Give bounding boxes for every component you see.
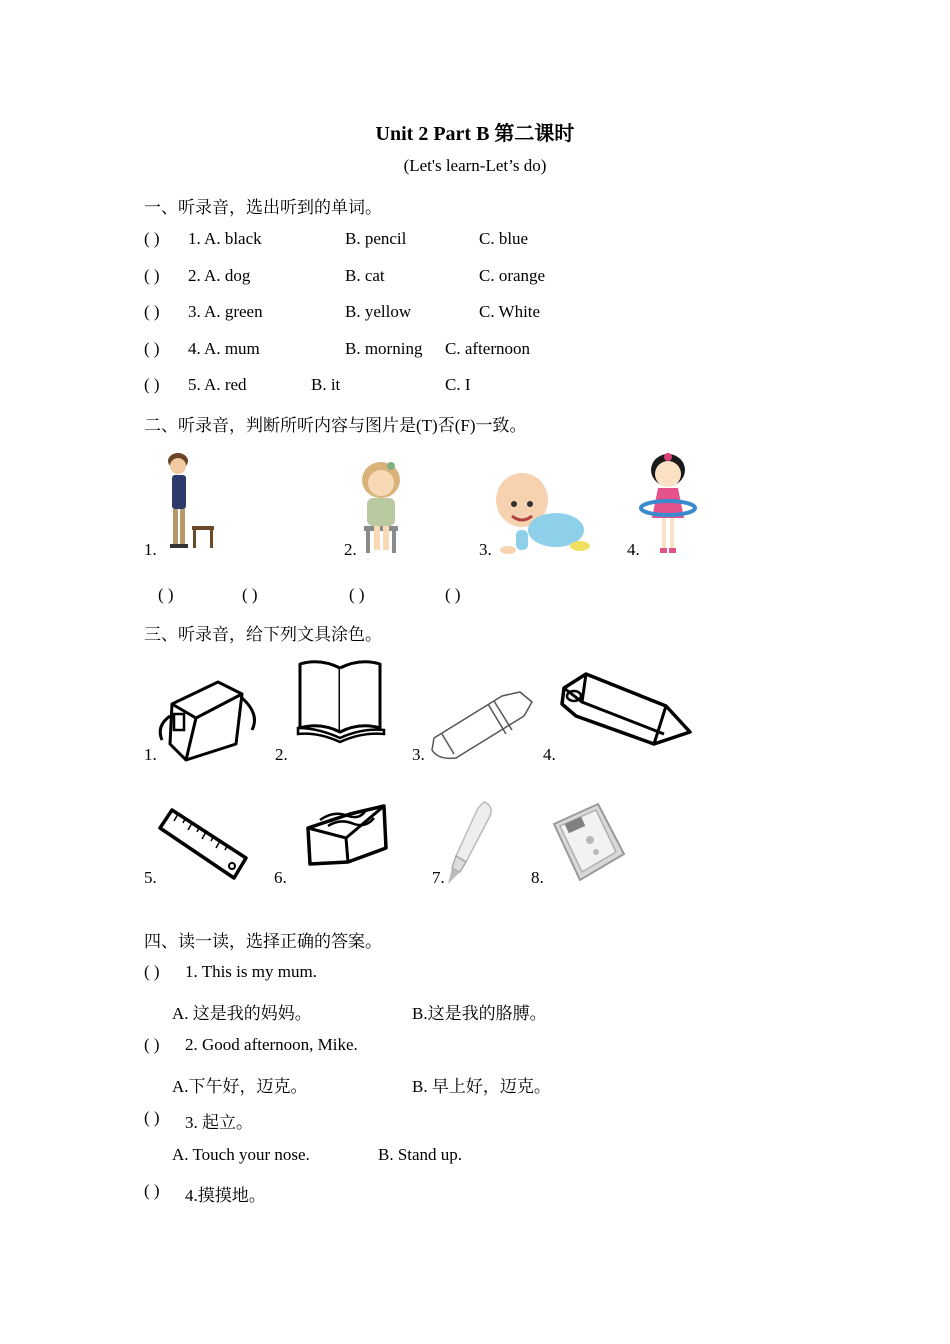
picture-label-2: 2. [344, 540, 357, 559]
item-label-5: 5. [144, 868, 157, 887]
item-label-8: 8. [531, 868, 544, 887]
crayon-image [428, 688, 534, 762]
ruler-image [158, 806, 248, 882]
item-label-2: 2. [275, 745, 288, 764]
option-c: C. orange [479, 266, 546, 285]
q2-option-b: B. 早上好，迈克。 [412, 1077, 551, 1096]
q3-option-b: B. Stand up. [378, 1145, 463, 1164]
option-a: 3. A. green [188, 302, 263, 321]
tf-answer-1[interactable]: ( ) [158, 585, 174, 604]
q3-option-a: A. Touch your nose. [172, 1145, 310, 1164]
q2-answer-blank[interactable]: ( ) [144, 1035, 160, 1054]
schoolbag-image [156, 674, 262, 764]
q3-text: 3. 起立。 [185, 1113, 253, 1132]
option-b: B. yellow [345, 302, 412, 321]
q1-text: 1. This is my mum. [185, 962, 317, 981]
hula-hoop-girl-image [640, 452, 700, 556]
q2-option-a: A.下午好，迈克。 [172, 1077, 308, 1096]
option-c: C. blue [479, 229, 529, 248]
item-label-4: 4. [543, 745, 556, 764]
pencil-case-image [550, 800, 626, 884]
tf-answer-4[interactable]: ( ) [445, 585, 461, 604]
book-image [296, 658, 386, 742]
sitting-girl-image [356, 460, 408, 556]
q1-option-a: A. 这是我的妈妈。 [172, 1004, 312, 1023]
option-b: B. it [311, 375, 341, 394]
answer-blank[interactable]: ( ) [144, 266, 160, 285]
section2-heading: 二、听录音，判断所听内容与图片是(T)否(F)一致。 [144, 416, 527, 435]
option-a: 1. A. black [188, 229, 262, 248]
item-label-6: 6. [274, 868, 287, 887]
q3-answer-blank[interactable]: ( ) [144, 1108, 160, 1127]
q1-option-b: B.这是我的胳膊。 [412, 1004, 547, 1023]
option-b: B. pencil [345, 229, 407, 248]
answer-blank[interactable]: ( ) [144, 302, 160, 321]
option-a: 2. A. dog [188, 266, 251, 285]
tf-answer-3[interactable]: ( ) [349, 585, 365, 604]
picture-label-1: 1. [144, 540, 157, 559]
eraser-image [304, 796, 388, 868]
q1-answer-blank[interactable]: ( ) [144, 962, 160, 981]
option-a: 5. A. red [188, 375, 247, 394]
picture-label-3: 3. [479, 540, 492, 559]
standing-man-image [160, 450, 220, 552]
tf-answer-2[interactable]: ( ) [242, 585, 258, 604]
option-c: C. White [479, 302, 541, 321]
pencil-image [556, 670, 696, 750]
item-label-3: 3. [412, 745, 425, 764]
section1-heading: 一、听录音，选出听到的单词。 [144, 198, 382, 217]
pen-image [444, 800, 496, 886]
picture-label-4: 4. [627, 540, 640, 559]
page-subtitle: (Let's learn-Let’s do) [403, 156, 547, 175]
q2-text: 2. Good afternoon, Mike. [185, 1035, 358, 1054]
q4-text: 4.摸摸地。 [185, 1186, 266, 1205]
section3-heading: 三、听录音，给下列文具涂色。 [144, 625, 382, 644]
q4-answer-blank[interactable]: ( ) [144, 1181, 160, 1200]
answer-blank[interactable]: ( ) [144, 375, 160, 394]
option-c: C. I [445, 375, 471, 394]
section4-heading: 四、读一读，选择正确的答案。 [144, 932, 382, 951]
answer-blank[interactable]: ( ) [144, 229, 160, 248]
option-b: B. cat [345, 266, 385, 285]
item-label-1: 1. [144, 745, 157, 764]
crawling-baby-image [494, 470, 590, 556]
option-b: B. morning [345, 339, 423, 358]
answer-blank[interactable]: ( ) [144, 339, 160, 358]
item-label-7: 7. [432, 868, 445, 887]
option-c: C. afternoon [445, 339, 530, 358]
option-a: 4. A. mum [188, 339, 260, 358]
page-title: Unit 2 Part B 第二课时 [375, 123, 575, 145]
